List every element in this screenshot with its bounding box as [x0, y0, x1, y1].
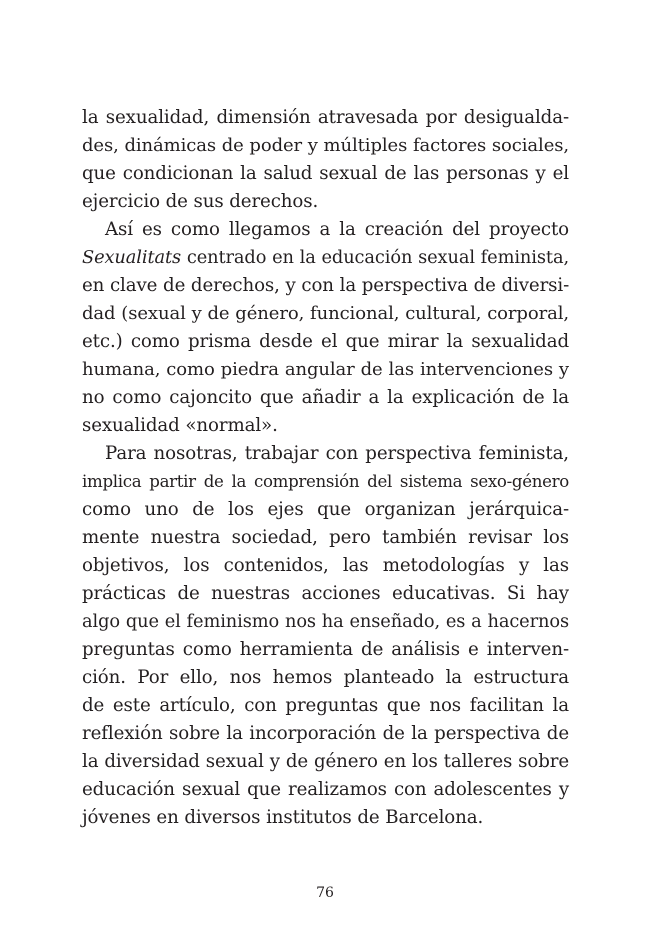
body-text-line: como uno de los ejes que organizan jerárquica-	[82, 499, 569, 520]
body-text-line	[82, 244, 569, 272]
body-text-line: prácticas de nuestras acciones educativas. Si hay	[82, 583, 569, 604]
body-text-line: ción. Por ello, nos hemos planteado la estructura	[82, 667, 569, 688]
body-text-line: educación sexual que realizamos con adolescentes y	[82, 779, 569, 800]
body-text-line: jóvenes en diversos institutos de Barcelona.	[82, 807, 484, 828]
body-text-line: que condicionan la salud sexual de las personas y el	[82, 163, 569, 184]
body-text-line: Para nosotras, trabajar con perspectiva feminista,	[105, 443, 569, 464]
body-text-line: humana, como piedra angular de las intervenciones y	[82, 359, 569, 380]
body-text-line: implica partir de la comprensión del sistema sexo-género	[82, 472, 569, 491]
body-text-line: dad (sexual y de género, funcional, cultural, corporal,	[82, 303, 569, 324]
body-text-fragment: centrado en la educación sexual feminista,	[181, 247, 569, 268]
body-text-line: Así es como llegamos a la creación del proyecto	[105, 219, 569, 240]
body-text-line: la sexualidad, dimensión atravesada por desigualda-	[82, 107, 569, 128]
body-text-line: algo que el feminismo nos ha enseñado, es a hacernos	[82, 611, 569, 632]
body-text-line: ejercicio de sus derechos.	[82, 191, 319, 212]
project-name: Sexualitats	[82, 247, 182, 268]
body-text-line: no como cajoncito que añadir a la explicación de la	[82, 387, 569, 408]
body-text-line: des, dinámicas de poder y múltiples factores sociales,	[82, 135, 569, 156]
body-text-line: preguntas como herramienta de análisis e interven-	[82, 639, 569, 660]
body-text-line: etc.) como prisma desde el que mirar la sexualidad	[82, 331, 569, 352]
body-text-line: de este artículo, con preguntas que nos facilitan la	[82, 695, 569, 716]
body-text-line: en clave de derechos, y con la perspectiva de diversi-	[82, 275, 570, 296]
body-text-line: reflexión sobre la incorporación de la perspectiva de	[82, 723, 569, 744]
body-text-line: sexualidad «normal».	[82, 415, 278, 436]
body-text-line: mente nuestra sociedad, pero también revisar los	[82, 527, 569, 548]
page-number: 76	[316, 885, 334, 901]
body-text-line: la diversidad sexual y de género en los talleres sobre	[82, 751, 569, 772]
body-text-line: objetivos, los contenidos, las metodologías y las	[82, 555, 569, 576]
